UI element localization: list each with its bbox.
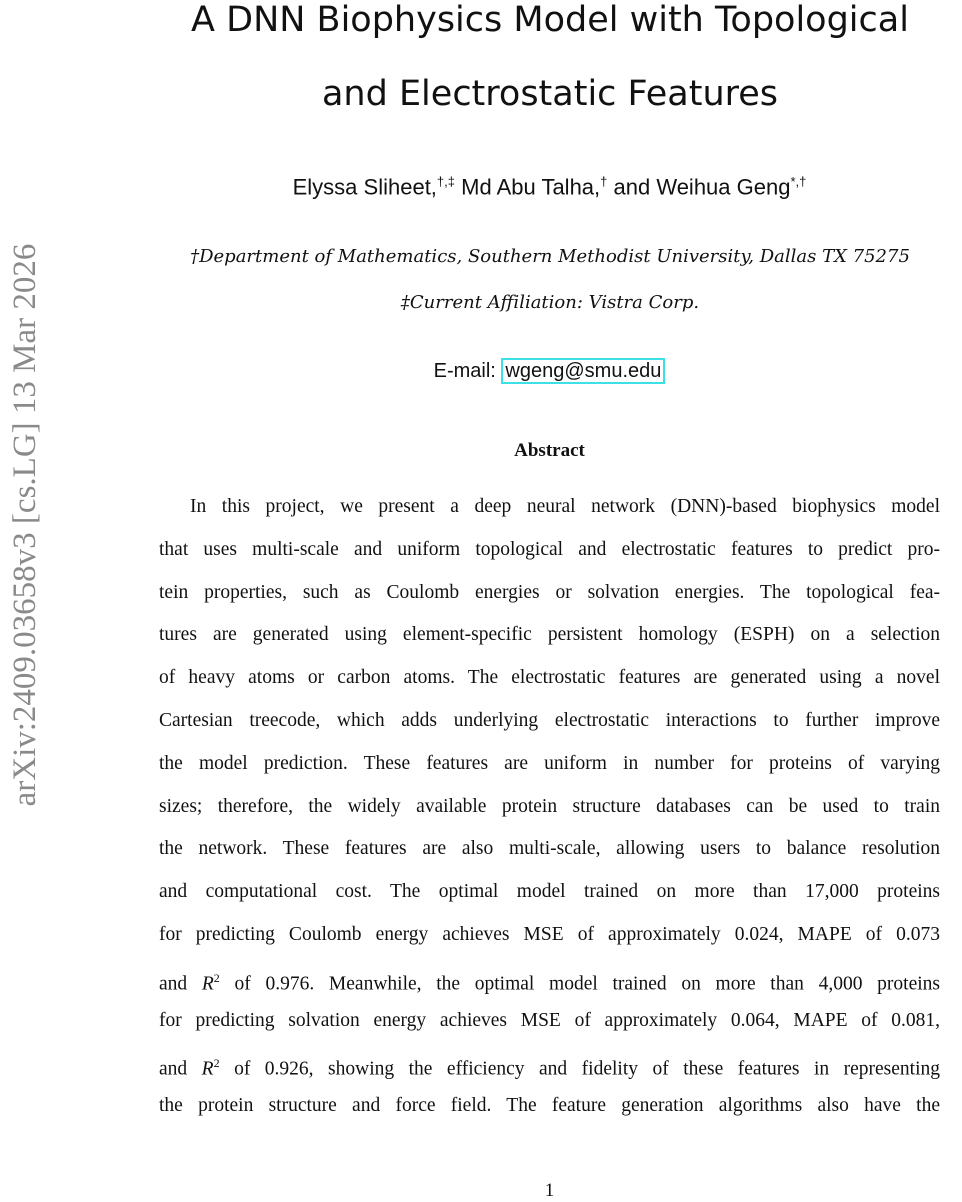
abstract-line: the model prediction. These features are uniform in number for proteins of varying	[159, 752, 940, 774]
abstract-line: Cartesian treecode, which adds underlying electrostatic interactions to further improve	[159, 709, 940, 731]
email-label: E-mail:	[433, 360, 496, 382]
abstract-line: and computational cost. The optimal model trained on more than 17,000 proteins	[159, 881, 940, 903]
affiliation-1: †Department of Mathematics, Southern Methodist University, Dallas TX 75275	[190, 246, 910, 267]
author-marks: †	[600, 174, 608, 189]
abstract-line-r2	[159, 1050, 940, 1093]
abstract-line-r2	[159, 965, 940, 1008]
abstract-line: that uses multi-scale and uniform topological and electrostatic features to predict pro-	[159, 538, 940, 560]
math-r: R	[201, 973, 214, 995]
abstract-line: tein properties, such as Coulomb energies or solvation energies. The topological fea-	[159, 581, 940, 603]
paper-title-line-1: A DNN Biophysics Model with Topological	[191, 0, 909, 40]
author-name: Elyssa Sliheet,	[292, 174, 437, 200]
abstract-body	[159, 494, 940, 1136]
math-exponent: 2	[213, 970, 220, 985]
author-marks: †,‡	[436, 174, 455, 189]
author-name: Md Abu Talha,	[461, 174, 601, 200]
math-exponent: 2	[213, 1056, 220, 1071]
arxiv-stamp: arXiv:2409.03658v3 [cs.LG] 13 Mar 2026	[7, 243, 43, 807]
abstract-line: tures are generated using element-specific persistent homology (ESPH) on a selection	[159, 624, 940, 646]
author-list	[159, 174, 940, 200]
abstract-line: the network. These features are also multi-scale, allowing users to balance resolution	[159, 838, 940, 860]
abstract-line: for predicting solvation energy achieves MSE of approximately 0.064, MAPE of 0.081,	[159, 1009, 940, 1031]
page-number: 1	[544, 1180, 555, 1201]
text: of 0.976. Meanwhile, the optimal model trained on more than 4,000 proteins	[219, 973, 940, 995]
abstract-line: In this project, we present a deep neural network (DNN)-based biophysics model	[190, 496, 940, 517]
abstract-heading: Abstract	[514, 440, 585, 461]
abstract-line: the protein structure and force field. The feature generation algorithms also have the	[159, 1095, 940, 1117]
email-link[interactable]: wgeng@smu.edu	[501, 358, 665, 384]
abstract-line: sizes; therefore, the widely available protein structure databases can be used to train	[159, 795, 940, 817]
text: of 0.926, showing the efficiency and fidelity of these features in representing	[219, 1058, 940, 1080]
text: and	[159, 1058, 202, 1080]
author-marks: *,†	[790, 174, 807, 189]
math-r: R	[201, 1058, 214, 1080]
abstract-line: of heavy atoms or carbon atoms. The electrostatic features are generated using a novel	[159, 667, 940, 689]
affiliation-2: ‡Current Affiliation: Vistra Corp.	[400, 292, 700, 313]
email-line	[159, 360, 940, 383]
abstract-line: for predicting Coulomb energy achieves MSE of approximately 0.024, MAPE of 0.073	[159, 923, 940, 945]
author-name: and Weihua Geng	[613, 174, 791, 200]
paper-title-line-2: and Electrostatic Features	[321, 74, 779, 114]
text: and	[159, 973, 202, 995]
